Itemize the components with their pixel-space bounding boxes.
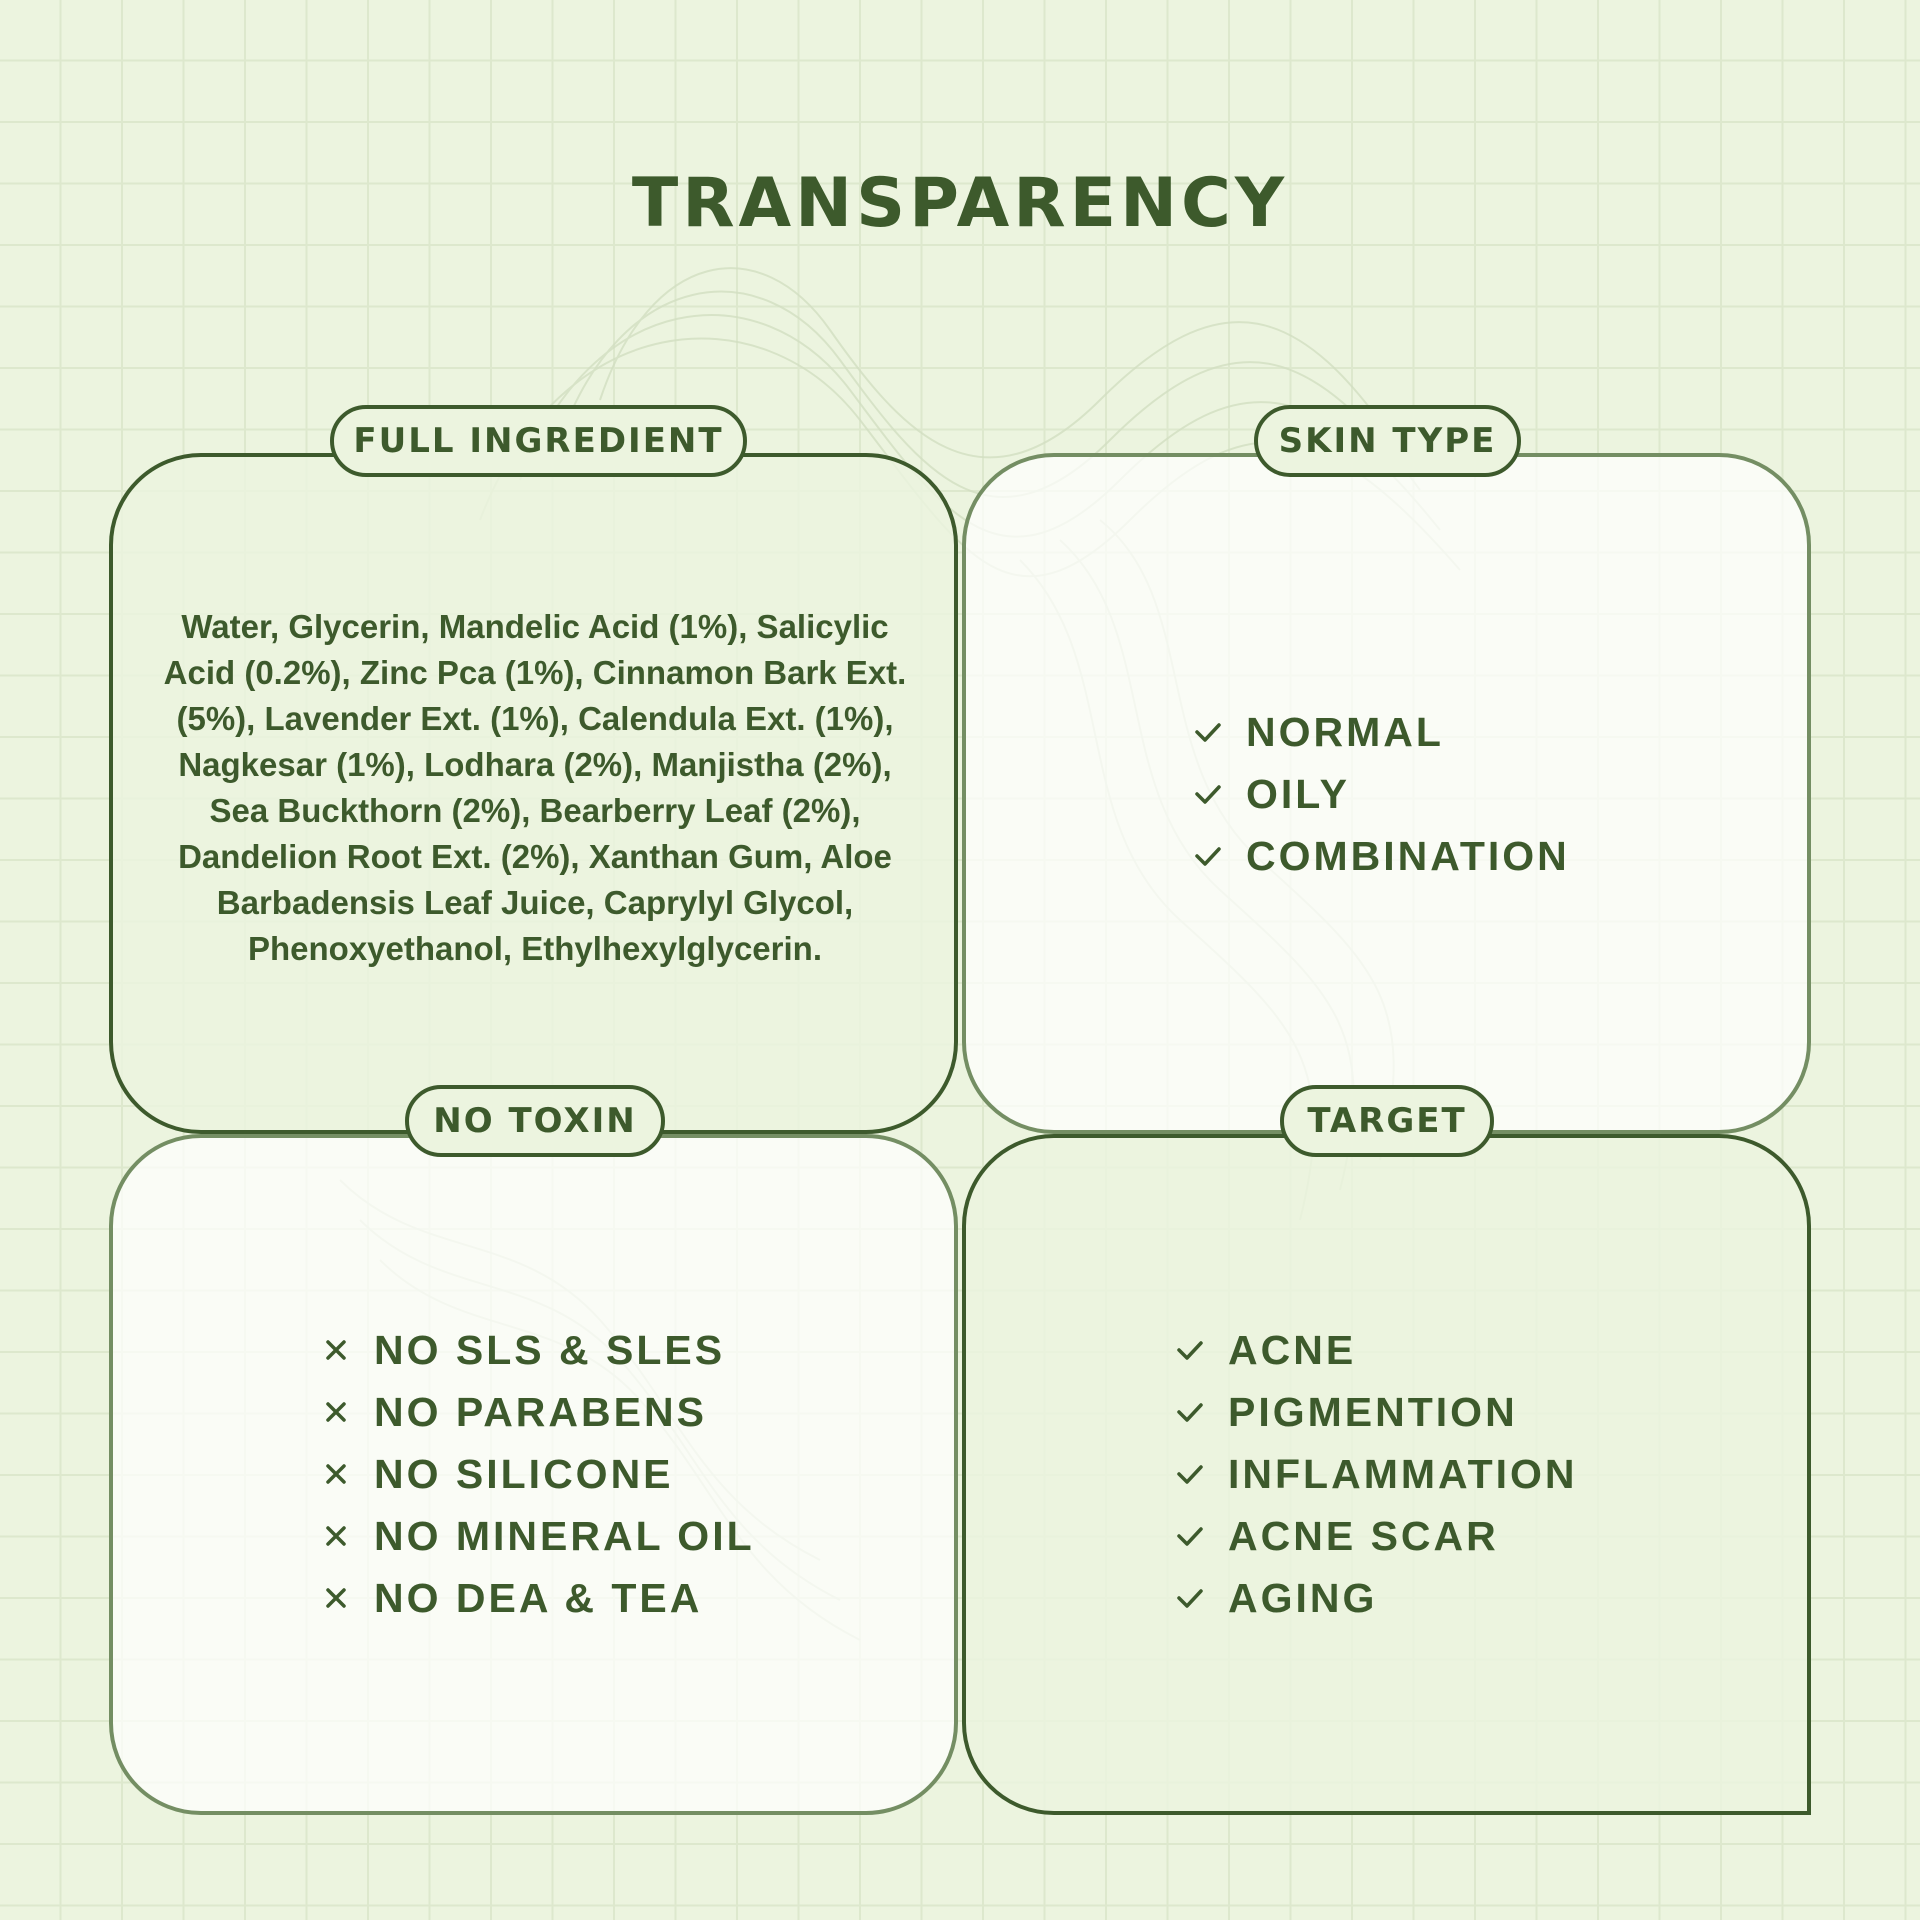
list-item: [1172, 1443, 1578, 1505]
check-icon: [1172, 1518, 1208, 1554]
cross-icon: [318, 1332, 354, 1368]
target-label: TARGET: [1280, 1085, 1494, 1157]
target-item: ACNE SCAR: [1228, 1512, 1499, 1559]
list-item: [318, 1319, 755, 1381]
list-item: [1190, 825, 1570, 887]
no-toxin-item: NO DEA & TEA: [374, 1574, 703, 1621]
skin-type-item: OILY: [1246, 770, 1350, 817]
target-item: AGING: [1228, 1574, 1378, 1621]
check-icon: [1172, 1394, 1208, 1430]
check-icon: [1190, 714, 1226, 750]
list-item: [1190, 763, 1570, 825]
ingredient-label: FULL INGREDIENT: [330, 405, 747, 477]
list-item: [318, 1381, 755, 1443]
cross-icon: [318, 1456, 354, 1492]
target-item: PIGMENTION: [1228, 1388, 1518, 1435]
list-item: [1172, 1319, 1578, 1381]
skin-type-item: NORMAL: [1246, 708, 1444, 755]
check-icon: [1172, 1456, 1208, 1492]
list-item: [1172, 1567, 1578, 1629]
page-title: TRANSPARENCY: [631, 164, 1289, 243]
check-icon: [1172, 1580, 1208, 1616]
skin-type-item: COMBINATION: [1246, 832, 1570, 879]
cross-icon: [318, 1394, 354, 1430]
cross-icon: [318, 1518, 354, 1554]
skin-type-label: SKIN TYPE: [1254, 405, 1521, 477]
list-item: [318, 1443, 755, 1505]
target-item: ACNE: [1228, 1326, 1357, 1373]
check-icon: [1172, 1332, 1208, 1368]
ingredient-list-text: Water, Glycerin, Mandelic Acid (1%), Salicylic Acid (0.2%), Zinc Pca (1%), Cinnamon Bark Ext. (5%), Lavender Ext. (1%), Calendula Ext. (1%), Nagkesar (1%), Lodhara (2%), Manjistha (2%), Sea Buckthorn (2%), Bearberry Leaf (2%), Dandelion Root Ext. (2%), Xanthan Gum, Aloe Barbadensis Leaf Juice, Caprylyl Glycol, Phenoxyethanol, Ethylhexylglycerin.: [163, 608, 907, 967]
no-toxin-item: NO SLS & SLES: [374, 1326, 726, 1373]
check-icon: [1190, 776, 1226, 812]
list-item: [1190, 701, 1570, 763]
cross-icon: [318, 1580, 354, 1616]
check-icon: [1190, 838, 1226, 874]
list-item: [318, 1567, 755, 1629]
no-toxin-label: NO TOXIN: [405, 1085, 665, 1157]
list-item: [318, 1505, 755, 1567]
no-toxin-list: [318, 1319, 755, 1629]
list-item: [1172, 1505, 1578, 1567]
target-list: [1172, 1319, 1578, 1629]
no-toxin-item: NO PARABENS: [374, 1388, 707, 1435]
no-toxin-item: NO SILICONE: [374, 1450, 674, 1497]
no-toxin-item: NO MINERAL OIL: [374, 1512, 755, 1559]
target-item: INFLAMMATION: [1228, 1450, 1578, 1497]
skin-type-list: [1190, 701, 1570, 887]
list-item: [1172, 1381, 1578, 1443]
